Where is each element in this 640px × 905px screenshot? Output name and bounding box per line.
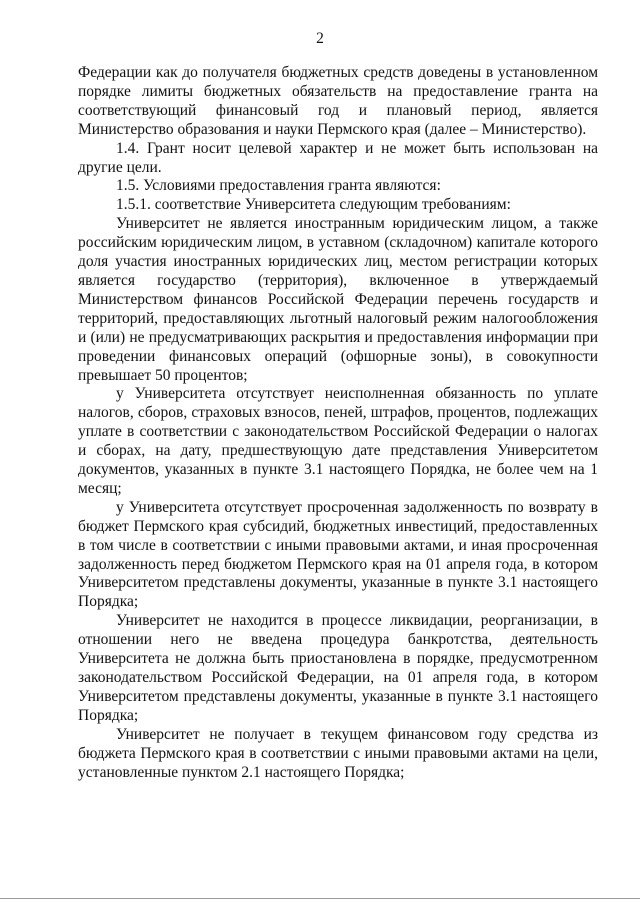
paragraph-requirement-overdue-debt: у Университета отсутствует просроченная задолженность по возврату в бюджет Пермского края субсидий, бюджетных инвестиций, предоставленных в том числе в соответствии с иными правовыми актами, и иная просроченная задолженность перед бюджетом Пермского края на 01 апреля года, в котором Университетом представлены документы, указанные в пункте 3.1 настоящего Порядка; — [78, 498, 598, 611]
paragraph-requirement-tax-debt: у Университета отсутствует неисполненная обязанность по уплате налогов, сборов, страховых взносов, пеней, штрафов, процентов, подлежащих уплате в соответствии с законодательством Российской Федерации о налогах и сборах, на дату, предшествующую дате представления Университетом документов, указанных в пункте 3.1 настоящего Порядка, не более чем на 1 месяц; — [78, 385, 598, 497]
document-body — [78, 64, 598, 782]
paragraph-continuation: Федерации как до получателя бюджетных средств доведены в установленном порядке лимиты бюджетных обязательств на предоставление гранта на соответствующий финансовый год и плановый период, является Министерство образования и науки Пермского края (далее – Министерство). — [78, 64, 598, 138]
paragraph-1-5-1: 1.5.1. соответствие Университета следующим требованиям: — [116, 196, 511, 214]
paragraph-requirement-no-other-funds: Университет не получает в текущем финансовом году средства из бюджета Пермского края в соответствии с иными правовыми актами на цели, установленные пунктом 2.1 настоящего Порядка; — [78, 725, 598, 781]
paragraph-1-4: 1.4. Грант носит целевой характер и не может быть использован на другие цели. — [78, 139, 598, 176]
paragraph-requirement-foreign-entity: Университет не является иностранным юридическим лицом, а также российским юридическим лицом, в уставном (складочном) капитале которого доля участия иностранных юридических лиц, местом регистрации которых является государство (территория), включенное в утверждаемый Министерством финансов Российской Федерации перечень государств и территорий, предоставляющих льготный налоговый режим налогообложения и (или) не предусматривающих раскрытия и предоставления информации при проведении финансовых операций (офшорные зоны), в совокупности превышает 50 процентов; — [78, 215, 598, 384]
page-number: 2 — [316, 30, 324, 47]
paragraph-requirement-liquidation: Университет не находится в процессе ликвидации, реорганизации, в отношении него не введена процедура банкротства, деятельность Университета не должна быть приостановлена в порядке, предусмотренном законодательством Российской Федерации, на 01 апреля года, в котором Университетом представлены документы, указанные в пункте 3.1 настоящего Порядка; — [78, 612, 598, 724]
paragraph-1-5: 1.5. Условиями предоставления гранта являются: — [116, 177, 441, 195]
bottom-divider — [0, 898, 640, 899]
